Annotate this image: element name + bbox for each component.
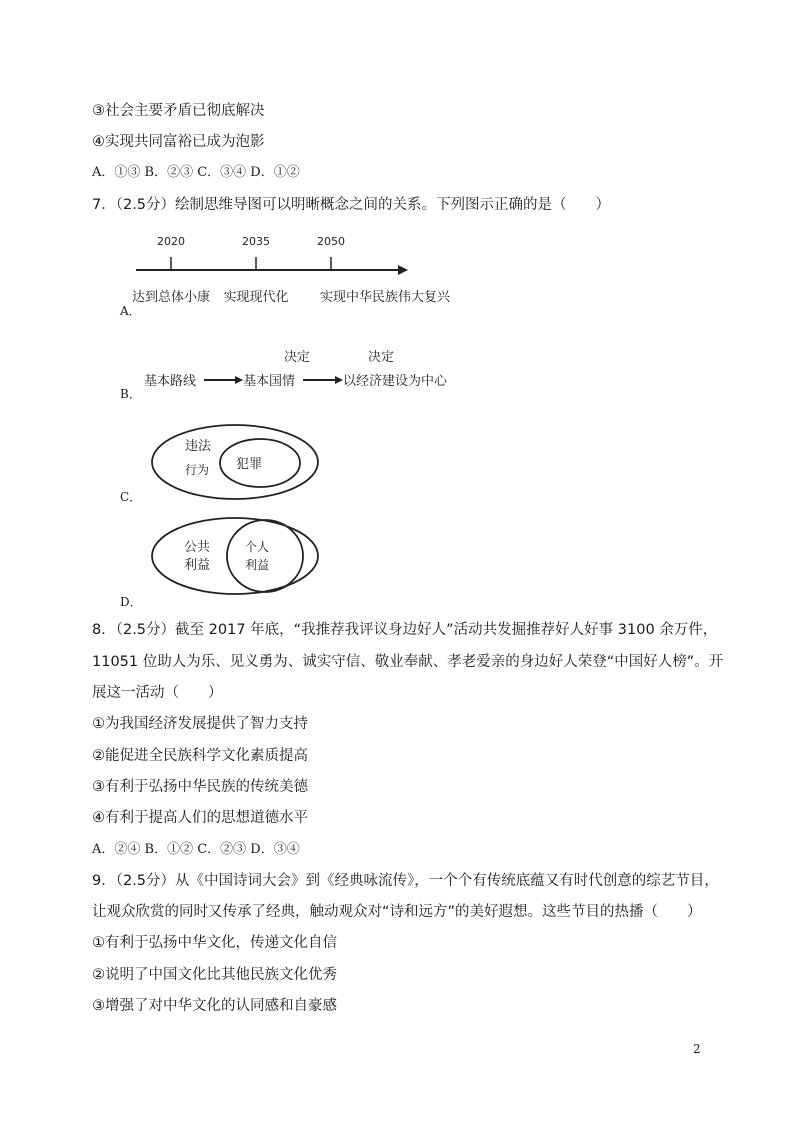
option-d-label: D． bbox=[120, 595, 142, 609]
diagram-a-timeline bbox=[120, 225, 470, 315]
q9-option-1: ①有利于弘扬中华文化，传递文化自信 bbox=[92, 935, 337, 951]
public-line2: 利益 bbox=[184, 558, 211, 573]
q6-choices: A．①③ B．②③ C．③④ D．①② bbox=[92, 165, 300, 180]
year-2035: 2035 bbox=[242, 235, 270, 248]
q6-option-4: ④实现共同富裕已成为泡影 bbox=[92, 134, 265, 150]
q9-stem-line2: 让观众欣赏的同时又传承了经典，触动观众对“诗和远方”的美好遐想。这些节目的热播（ ） bbox=[92, 904, 702, 920]
q6-option-3: ③社会主要矛盾已彻底解决 bbox=[92, 103, 265, 119]
public-line1: 公共 bbox=[184, 540, 211, 555]
arrow-label-1: 决定 bbox=[368, 350, 395, 365]
year-2020: 2020 bbox=[157, 235, 185, 248]
illegal-line2: 行为 bbox=[185, 463, 210, 477]
timeline-arrowhead bbox=[398, 265, 408, 275]
goal-1: 达到总体小康 bbox=[131, 290, 211, 305]
q7-stem: 7．（2.5分）绘制思维导图可以明晰概念之间的关系。下列图示正确的是（ ） bbox=[92, 197, 611, 213]
q8-stem-line3: 展这一活动（ ） bbox=[92, 685, 223, 701]
option-b-label: B． bbox=[120, 387, 141, 401]
page-number: 2 bbox=[693, 1042, 701, 1056]
q9-stem-line1: 9．（2.5分）从《中国诗词大会》到《经典咏流传》，一个个有传统底蕴又有时代创意的综艺节目， bbox=[92, 873, 719, 889]
q8-stem-line2: 11051 位助人为乐、见义勇为、诚实守信、敬业奉献、孝老爱亲的身边好人荣登“中国好人榜”。开 bbox=[92, 654, 724, 670]
personal-line1: 个人 bbox=[245, 540, 270, 554]
node-economic-center: 以经济建设为中心 bbox=[343, 374, 448, 389]
q8-option-4: ④有利于提高人们的思想道德水平 bbox=[92, 810, 308, 826]
crime-label: 犯罪 bbox=[236, 457, 263, 472]
q8-choices: A．②④ B．①② C．②③ D．③④ bbox=[92, 842, 300, 857]
goal-3: 实现中华民族伟大复兴 bbox=[319, 290, 451, 305]
diagram-b-flow bbox=[140, 345, 480, 395]
q8-option-2: ②能促进全民族科学文化素质提高 bbox=[92, 748, 308, 764]
inner-ellipse bbox=[227, 520, 303, 592]
q9-option-3: ③增强了对中华文化的认同感和自豪感 bbox=[92, 998, 337, 1014]
node-basic-conditions: 基本国情 bbox=[243, 374, 296, 389]
option-a-label: A． bbox=[120, 304, 141, 318]
q8-option-1: ①为我国经济发展提供了智力支持 bbox=[92, 716, 308, 732]
personal-line2: 利益 bbox=[245, 558, 270, 572]
option-c-label: C． bbox=[120, 490, 142, 504]
year-2050: 2050 bbox=[317, 235, 345, 248]
goal-2: 实现现代化 bbox=[223, 290, 289, 305]
q9-option-2: ②说明了中国文化比其他民族文化优秀 bbox=[92, 967, 337, 983]
diagram-c-ellipses bbox=[150, 422, 325, 504]
diagram-d-ellipses bbox=[150, 515, 350, 597]
q8-option-3: ③有利于弘扬中华民族的传统美德 bbox=[92, 779, 308, 795]
illegal-line1: 违法 bbox=[185, 439, 212, 454]
node-basic-line: 基本路线 bbox=[144, 374, 197, 389]
outer-ellipse bbox=[152, 425, 318, 499]
outer-ellipse bbox=[152, 518, 318, 594]
arrow-label-1b: 决定 bbox=[283, 350, 310, 365]
q8-stem-line1: 8．（2.5分）截至 2017 年底，“我推荐我评议身边好人”活动共发掘推荐好人好事 3100 余万件， bbox=[92, 622, 718, 638]
